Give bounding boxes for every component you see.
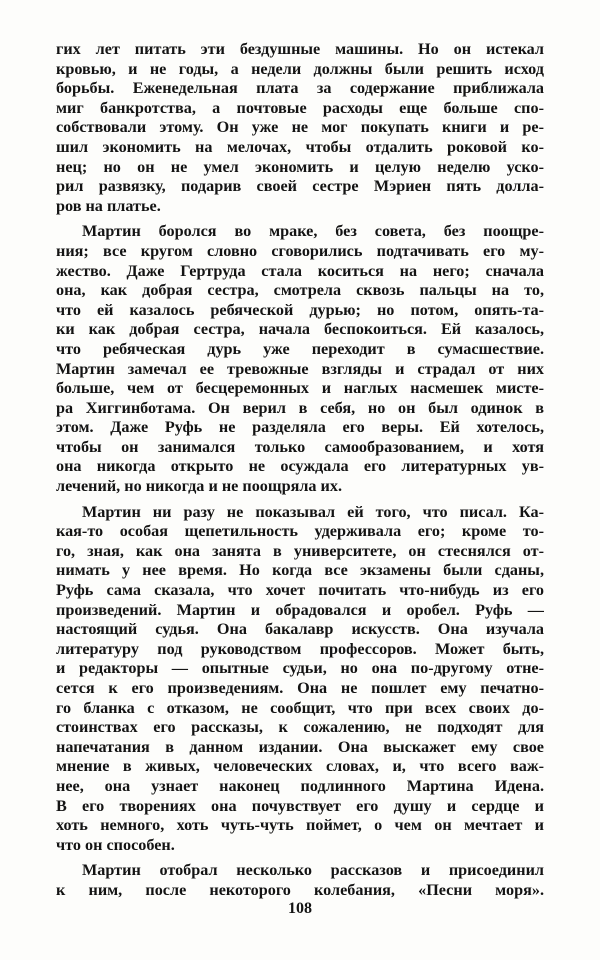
text-line: она, как добрая сестра, смотрела сквозь пальцы на то,	[56, 281, 544, 300]
text-line: В его творениях она почувствует его душу и сердце и	[56, 796, 544, 815]
text-line: нее, она узнает наконец подлинного Мартина Идена.	[56, 776, 544, 795]
text-line: гих лет питать эти бездушные машины. Но он истекал	[56, 40, 544, 58]
text-line: миг банкротства, а почтовые расходы еще больше спо-	[56, 98, 544, 117]
text-line: произведений. Мартин и обрадовался и оробел. Руфь —	[56, 600, 544, 619]
text-line: сется к его произведениям. Она не пошлет ему печатно-	[56, 679, 544, 697]
text-line: нимать у нее время. Но когда все экзамены были сданы,	[56, 561, 544, 580]
paragraph	[56, 861, 544, 900]
text-line: кровью, и не годы, а недели должны были решить исход	[56, 59, 544, 78]
paragraph	[56, 40, 544, 216]
text-line: что ей казалось ребяческой дурью; но потом, опять-та-	[56, 300, 544, 319]
text-line: настоящий судья. Она бакалавр искусств. Она изучала	[56, 620, 544, 639]
text-line: Руфь сама сказала, что хочет почитать что-нибудь из его	[56, 581, 544, 600]
text-line: напечатания в данном издании. Она выскажет ему свое	[56, 737, 544, 756]
text-line: литературу под руководством профессоров. Может быть,	[56, 639, 544, 658]
text-line: что ребяческая дурь уже переходит в сумасшествие.	[56, 339, 544, 358]
paragraph	[56, 222, 544, 496]
text-line: и редакторы — опытные судьи, но она по-другому отне-	[56, 659, 544, 678]
text-line: нец; но он не умел экономить и целую неделю уско-	[56, 157, 544, 176]
text-line: этом. Даже Руфь не разделяла его веры. Ей хотелось,	[56, 418, 544, 437]
page-number: 108	[288, 900, 312, 917]
text-line: лечений, но никогда и не поощряла их.	[56, 477, 343, 496]
text-line: кая-то особая щепетильность удерживала его; кроме то-	[56, 522, 544, 541]
text-line: стоинствах его рассказы, к сожалению, не подходят для	[56, 718, 544, 737]
text-line: ния; все кругом словно сговорились подтачивать его му-	[56, 241, 544, 260]
text-line: го бланка с отказом, не сообщит, что при всех своих до-	[56, 698, 544, 717]
text-line: что он способен.	[56, 835, 175, 854]
text-line: Мартин отобрал несколько рассказов и присоединил	[82, 861, 544, 880]
text-line: чтобы он занимался только самообразованием, и хотя	[56, 437, 544, 456]
text-line: к ним, после некоторого колебания, «Песни моря».	[56, 880, 544, 899]
text-line: го, зная, как она занята в университете, он стеснялся от-	[56, 541, 544, 560]
text-line: жество. Даже Гертруда стала коситься на него; сначала	[56, 261, 544, 280]
text-line: шил экономить на мелочах, чтобы отдалить роковой ко-	[56, 137, 544, 156]
text-line: Мартин замечал ее тревожные взгляды и страдал от них	[56, 359, 544, 378]
text-line: хоть немного, хоть чуть-чуть поймет, о чем он мечтает и	[56, 816, 544, 835]
paragraph	[56, 503, 544, 856]
text-line: Мартин боролся во мраке, без совета, без поощре-	[82, 222, 544, 241]
text-line: она никогда открыто не осуждала его литературных ув-	[56, 457, 544, 476]
text-line: борьбы. Еженедельная плата за содержание приближала	[56, 79, 544, 98]
text-line: Мартин ни разу не показывал ей того, что писал. Ка-	[82, 502, 544, 521]
text-line: ра Хиггинботама. Он верил в себя, но он был одинок в	[56, 398, 544, 417]
body-text	[56, 40, 544, 901]
text-line: больше, чем от бесцеремонных и наглых насмешек мисте-	[56, 379, 544, 398]
text-line: собствовали этому. Он уже не мог покупать книги и ре-	[56, 118, 544, 137]
text-line: мнение в живых, человеческих словах, и, что всего важ-	[56, 757, 544, 776]
text-line: рил развязку, подарив своей сестре Мэриен пять долла-	[56, 177, 544, 196]
text-line: ров на платье.	[56, 196, 161, 215]
text-line: ки как добрая сестра, начала беспокоиться. Ей казалось,	[56, 320, 544, 339]
